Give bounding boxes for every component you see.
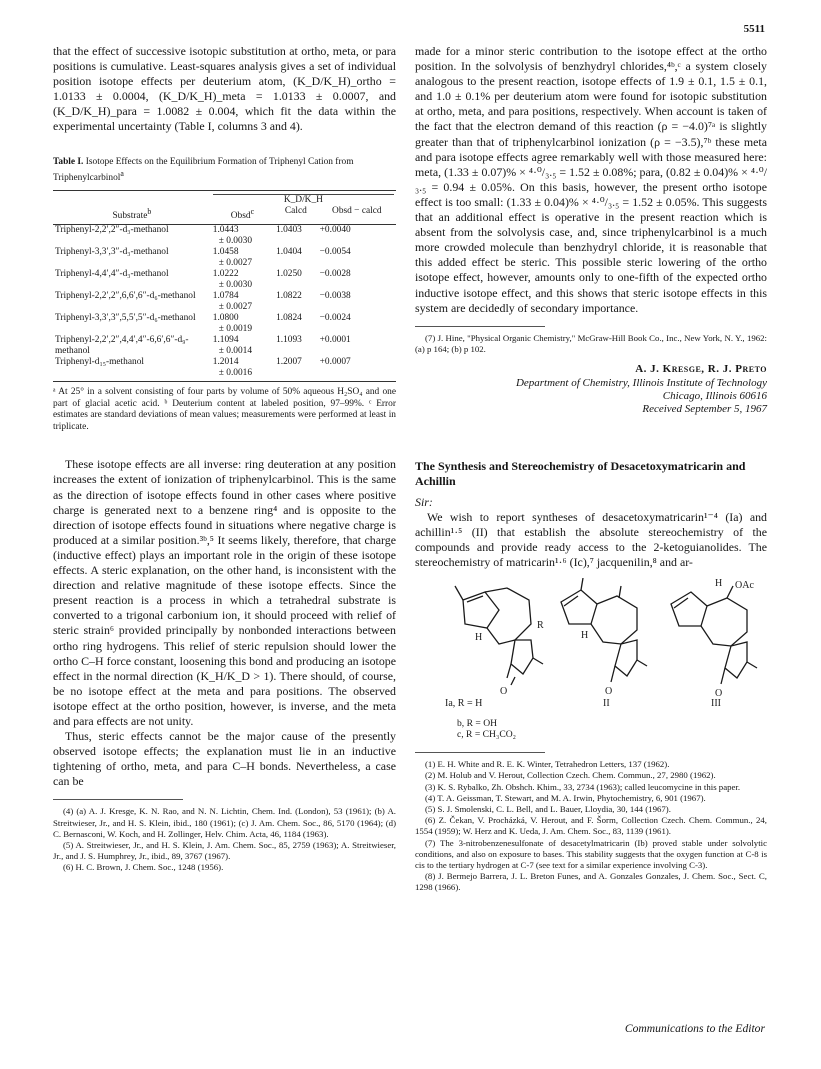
- structure-I: [455, 586, 543, 685]
- chemical-structures-figure: [415, 578, 767, 718]
- article-title: The Synthesis and Stereochemistry of Desacetoxymatricarin and Achillin: [415, 458, 746, 488]
- table-row: Triphenyl-4,4′,4″-d₃-methanol 1.0222 ± 0.0030 1.0250 −0.0028: [55, 269, 351, 290]
- atom-label-h: H: [581, 630, 589, 642]
- table-col-diff: Obsd − calcd: [318, 206, 396, 225]
- structure-III: [671, 586, 757, 684]
- received-date: Received September 5, 1967: [642, 403, 767, 416]
- structure-II: [561, 578, 647, 682]
- right-references: [415, 759, 767, 893]
- label-compound-Ib: b, R = OH: [457, 718, 498, 730]
- table-col-substrate: Substrate$^b$: [53, 206, 211, 225]
- table-row: Triphenyl-d₁₅-methanol 1.2014 ± 0.0016 1.2007 +0.0007: [53, 357, 396, 382]
- authors: A. J. Kresge, R. J. Preto: [635, 363, 767, 376]
- department: Department of Chemistry, Illinois Institute of Technology: [515, 376, 767, 389]
- reference-item: (7) The 3-nitrobenzenesulfonate of desacetylmatricarin (Ib) proved stable under solvolytic conditions, and also on exposure to bases. This stability suggests that the oxygen function at C-8 is cis to the tertiary hydrogen at C-7 (see text for a similar experience involving C-3).: [415, 837, 767, 871]
- footnote-divider: [415, 326, 545, 327]
- footnote-divider: [53, 799, 183, 800]
- reference-item: (3) K. S. Rybalko, Zh. Obshch. Khim., 33, 2734 (1963); called leucomycine in this paper.: [425, 781, 741, 792]
- left-paragraph-3: Thus, steric effects cannot be the major cause of the presently observed isotope effects; the explanation must lie in an inductive tightening of ortho, meta, and para C–H bonds. Nevertheless, a case can be: [53, 729, 396, 789]
- table-group-header: K_D/K_H: [213, 194, 394, 206]
- table-row: Triphenyl-2,2′,2″,6,6′,6″-d₆-methanol 1.0784 ± 0.0027 1.0822 −0.0038: [55, 291, 351, 312]
- table-col-calcd: Calcd: [274, 206, 318, 225]
- journal-section-footer: Communications to the Editor: [624, 1022, 765, 1035]
- reference-item: (7) J. Hine, "Physical Organic Chemistry," McGraw-Hill Book Co., Inc., New York, N. Y., 1962: (a) p 164; (b) p 102.: [415, 332, 767, 354]
- left-paragraph-continued: that the effect of successive isotopic substitution at ortho, meta, or para positions is cumulative. Least-squares analysis gives a set of individual position isotope effects per deuterium atom, (K_D/K_H)_ortho = 1.0133 ± 0.0004, (K_D/K_H)_meta = 1.0133 ± 0.0007, and (K_D/K_H)_para = 1.0082 ± 0.004, which fit the data within the experimental uncertainty (Table I, columns 3 and 4).: [53, 44, 396, 134]
- right-paragraph-new: We wish to report syntheses of desacetoxymatricarin¹⁻⁴ (Ia) and achillin¹·⁵ (II) that establish the absolute stereochemistry of the compounds and provide ready access to the 2-ketoguianolides. The stereochemistry of matricarin¹·⁶ (Ic),⁷ jacquenilin,⁸ and ar-: [415, 509, 767, 570]
- atom-label-o: O: [605, 686, 613, 698]
- table-footnotes: ᵃ At 25° in a solvent consisting of four parts by volume of 50% aqueous H₂SO₄ and one part of glacial acetic acid. ᵇ Deuterium content at labeled position, 97–99%. ᶜ Error estimates are standard deviations of mean values; measurements were performed at least in triplicate.: [53, 387, 396, 432]
- table-row: Triphenyl-2,2′,2″-d₃-methanol 1.0443 ± 0.0030 1.0403 +0.0040: [55, 225, 351, 246]
- atom-label-h: H: [715, 578, 723, 590]
- reference-item: (1) E. H. White and R. E. K. Winter, Tetrahedron Letters, 137 (1962).: [425, 759, 670, 770]
- table-caption-label: Table I.: [53, 156, 84, 167]
- right-column: [415, 44, 767, 894]
- left-column: [53, 44, 396, 874]
- table-row: Triphenyl-3,3′,3″-d₃-methanol 1.0458 ± 0.0027 1.0404 −0.0054: [55, 247, 351, 268]
- reference-item: (8) J. Bermejo Barrera, J. L. Breton Funes, and A. Gonzales Gonzales, J. Chem. Soc., Sect. C, 1298 (1966).: [415, 871, 767, 893]
- right-paragraph-continued: made for a minor steric contribution to the isotope effect at the ortho position. In the solvolysis of benzhydryl chlorides,⁴ᵇ,ᶜ a system closely analogous to the present reaction, isotope effects of 1.9 ± 0.1, 1.5 ± 0.1, and 1.0 ± 0.1% per deuterium atom were found for isotopic substitution at ortho, meta, and para positions, respectively. When account is taken of the fact that the electron demand of this reaction (ρ = −4.0)⁷ᵃ is slightly greater than that of triphenylcarbinol ionization (ρ = −3.5),⁷ᵇ these meta and para isotope effects agree remarkably well with those measured here: meta, (1.33 ± 0.07)% × ⁴·⁰/₃.₅ = 1.52 ± 0.08%; para, (0.82 ± 0.04)% × ⁴·⁰/₃.₅ = 0.94 ± 0.05%. On this basis, however, the present ortho isotope effect is too small: (1.33 ± 0.04)% × ⁴·⁰/₃.₅ = 1.52 ± 0.05%. This suggests that an additional effect is operative in the present reaction which is absent from the solvolysis case, and, since triphenylcarbinol is a much more crowded molecule than benzhydryl chloride, it is reasonable that this added effect be steric. This possible steric lowering of the ortho isotope effect, however, amounts only to one-fifth of the expected ortho inductive isotope effect, and this shows that steric isotope effects in this system are decidedly of secondary importance.: [415, 44, 767, 315]
- page-number: 5511: [743, 23, 765, 35]
- atom-label-o: O: [715, 688, 723, 700]
- isotope-effects-table: [53, 190, 396, 382]
- table-col-obsd: Obsd$^c$: [211, 206, 274, 225]
- table-row: Triphenyl-2,2′,2″,4,4′,4″-6,6′,6″-d₉-methanol 1.1094 ± 0.0014 1.1093 +0.0001: [55, 335, 351, 356]
- label-compound-Ic: c, R = CH₃CO₂: [457, 729, 517, 741]
- table-row: Triphenyl-3,3′,3″,5,5′,5″-d₆-methanol 1.0800 ± 0.0019 1.0824 −0.0024: [55, 313, 351, 334]
- reference-item: (4) T. A. Geissman, T. Stewart, and M. A. Irwin, Phytochemistry, 6, 901 (1967).: [425, 792, 706, 803]
- reference-item: (5) A. Streitwieser, Jr., and H. S. Klein, J. Am. Chem. Soc., 85, 2759 (1963); A. Streitwieser, Jr., and J. S. Humphrey, Jr., ibid., 89, 3767 (1967).: [53, 840, 396, 862]
- salutation: Sir:: [415, 494, 433, 509]
- atom-label-r: R: [537, 620, 544, 632]
- city: Chicago, Illinois 60616: [662, 389, 767, 402]
- atom-label-oac: OAc: [735, 580, 754, 592]
- reference-item: (6) Z. Čekan, V. Procházká, V. Herout, and F. Šorm, Collection Czech. Chem. Commun., 24, 1554 (1959); W. Herz and K. Ueda, J. Am. Chem. Soc., 83, 1139 (1961).: [415, 815, 767, 837]
- atom-label-h: H: [475, 632, 483, 644]
- label-compound-II: II: [603, 698, 610, 710]
- footnote-divider: [415, 752, 545, 753]
- left-references: [53, 806, 396, 873]
- reference-item: (4) (a) A. J. Kresge, K. N. Rao, and N. N. Lichtin, Chem. Ind. (London), 53 (1961); (b) A. Streitwieser, Jr., and H. S. Klein, ibid., 180 (1961); (c) J. Am. Chem. Soc., 86, 5170 (1964); (d) C. Bernasconi, W. Koch, and H. Zollinger, Helv. Chim. Acta, 46, 1184 (1963).: [53, 806, 396, 839]
- author-signature: [415, 363, 767, 417]
- table-caption-text: Isotope Effects on the Equilibrium Formation of Triphenyl Cation from Triphenylcarbinol: [53, 156, 354, 184]
- atom-label-o: O: [500, 686, 508, 698]
- table-caption: [53, 157, 396, 185]
- reference-item: (6) H. C. Brown, J. Chem. Soc., 1248 (1956).: [63, 862, 224, 873]
- table-caption-mark: a: [120, 169, 124, 179]
- reference-item: (5) S. J. Smolenski, C. L. Bell, and L. Bauer, Lloydia, 30, 144 (1967).: [425, 804, 671, 814]
- left-paragraph-2: These isotope effects are all inverse: ring deuteration at any position increases the extent of ionization of triphenylcarbinol. This is the same as the direction of isotope effects found in other cases where positive charge is generated next to a benzene ring⁴ and is opposite to the direction of isotope effects found in situations where negative charge is produced at a similar position.³ᵇ,⁵ It seems likely, therefore, that charge (inductive effect) plays an important role in the origin of these isotope effects. A steric explanation, on the other hand, is inconsistent with the direction and relative magnitude of these isotope effects. Since the present reaction is a process in which a tetrahedral substrate is converted to a trigonal carbonium ion, it should proceed with relief of steric strain⁶ provided principally by nonbonded interactions between ortho ring hydrogens. This relief of steric repulsion should lower the ortho C–H force constant, loosening this bond and producing an isotope effect in the normal direction (K_H/K_D > 1). There should, of course, be no isotope effect at the meta and para positions. The observed isotope effect at the ortho position, however, is inverse, and the meta and para effects are not unity.: [53, 457, 396, 728]
- reference-item: (2) M. Holub and V. Herout, Collection Czech. Chem. Commun., 27, 2980 (1962).: [425, 770, 716, 781]
- label-compound-Ia: Ia, R = H: [445, 698, 483, 710]
- label-compound-III: III: [711, 698, 721, 710]
